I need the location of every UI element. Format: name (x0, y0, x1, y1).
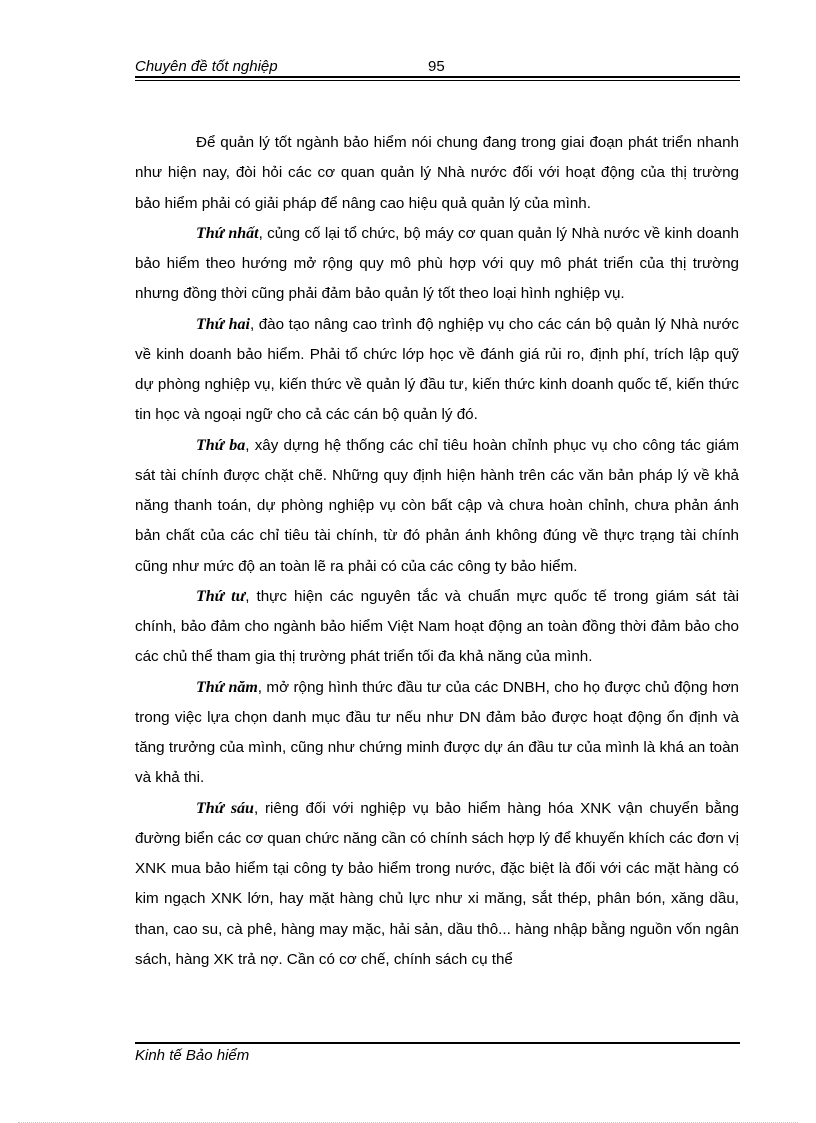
paragraph-lead: Thứ năm (196, 678, 258, 696)
footer-rule (135, 1042, 740, 1044)
body-text (135, 128, 739, 975)
solution-paragraph-3 (135, 431, 739, 582)
solution-paragraph-4 (135, 582, 739, 673)
solution-paragraph-2 (135, 310, 739, 431)
paragraph-text: , mở rộng hình thức đầu tư của các DNBH, cho họ được chủ động hơn trong việc lựa chọn danh mục đầu tư nếu như DN đảm bảo được hoạt động ổn định và tăng trưởng của mình, cũng như chứng minh được dự án đầu tư của mình là khá an toàn và khả thi. (135, 678, 739, 787)
header-rule-thick (135, 76, 740, 78)
page-number: 95 (428, 58, 445, 75)
paragraph-text: , đào tạo nâng cao trình độ nghiệp vụ cho các cán bộ quản lý Nhà nước về kinh doanh bảo hiểm. Phải tổ chức lớp học về đánh giá rủi ro, định phí, trích lập quỹ dự phòng nghiệp vụ, kiến thức về quản lý đầu tư, kiến thức kinh doanh quốc tế, kiến thức tin học và ngoại ngữ cho cả các cán bộ quản lý đó. (135, 315, 740, 424)
intro-paragraph: Để quản lý tốt ngành bảo hiểm nói chung đang trong giai đoạn phát triển nhanh như hiện nay, đòi hỏi các cơ quan quản lý Nhà nước đối với hoạt động của thị trường bảo hiểm phải có giải pháp để nâng cao hiệu quả quản lý của mình. (135, 134, 739, 212)
paragraph-lead: Thứ ba (196, 436, 246, 454)
page-header (135, 56, 740, 78)
paragraph-lead: Thứ tư (196, 587, 246, 605)
paragraph-lead: Thứ hai (196, 315, 250, 333)
header-title: Chuyên đề tốt nghiệp (135, 58, 278, 75)
paragraph-text: , thực hiện các nguyên tắc và chuẩn mực quốc tế trong giám sát tài chính, bảo đảm cho ngành bảo hiểm Việt Nam hoạt động an toàn đồng thời đảm bảo cho các chủ thể tham gia thị trường phát triển tối đa khả năng của mình. (135, 587, 739, 666)
paragraph-text: , xây dựng hệ thống các chỉ tiêu hoàn chỉnh phục vụ cho công tác giám sát tài chính được chặt chẽ. Những quy định hiện hành trên các văn bản pháp lý về khả năng thanh toán, dự phòng nghiệp vụ còn bất cập và chưa hoàn chỉnh, chưa phản ánh bản chất của các chỉ tiêu tài chính, từ đó phản ánh không đúng về thực trạng tài chính cũng như mức độ an toàn lẽ ra phải có của các công ty bảo hiểm. (135, 436, 739, 575)
solution-paragraph-5 (135, 673, 739, 794)
paragraph-text: , củng cố lại tổ chức, bộ máy cơ quan quản lý Nhà nước về kinh doanh bảo hiểm theo hướng mở rộng quy mô phù hợp với quy mô phát triển của thị trường nhưng đồng thời cũng phải đảm bảo quản lý tốt theo loại hình nghiệp vụ. (135, 224, 739, 303)
paragraph-lead: Thứ nhất (196, 224, 259, 242)
paragraph-text: , riêng đối với nghiệp vụ bảo hiểm hàng hóa XNK vận chuyển bằng đường biển các cơ quan chức năng cần có chính sách hợp lý để khuyến khích các đơn vị XNK mua bảo hiểm tại công ty bảo hiểm trong nước, đặc biệt là đối với các mặt hàng có kim ngạch XNK lớn, hay mặt hàng chủ lực như xi măng, sắt thép, phân bón, xăng dầu, than, cao su, cà phê, hàng may mặc, hải sản, dầu thô... hàng nhập bằng nguồn vốn ngân sách, hàng XK trả nợ. Cần có cơ chế, chính sách cụ thể (135, 799, 740, 968)
paragraph-lead: Thứ sáu (196, 799, 254, 817)
solution-paragraph-1 (135, 219, 739, 310)
solution-paragraph-6 (135, 794, 739, 976)
footer-text: Kinh tế Bảo hiểm (135, 1047, 250, 1064)
header-rule-thin (135, 80, 740, 81)
